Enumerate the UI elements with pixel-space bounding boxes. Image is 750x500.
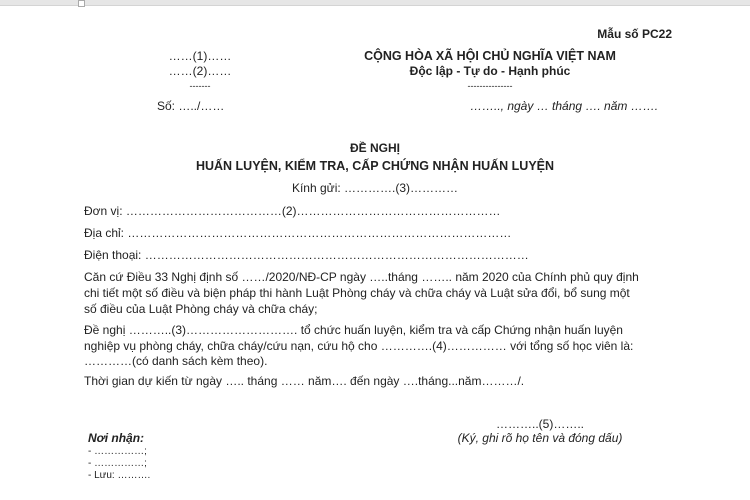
address-field: Địa chỉ: …………………………………………………………………………………… — [84, 226, 512, 240]
document-subtitle: HUẤN LUYỆN, KIỂM TRA, CẤP CHỨNG NHẬN HUẤN LUYỆN — [195, 159, 555, 173]
time-line: Thời gian dự kiến từ ngày ….. tháng …… năm…. đến ngày ….tháng...năm………/. — [84, 374, 525, 388]
signature-note: (Ký, ghi rõ họ tên và đóng dấu) — [457, 431, 623, 445]
national-title: CỘNG HÒA XÃ HỘI CHỦ NGHĨA VIỆT NAM — [364, 49, 616, 63]
form-code: Mẫu số PC22 — [597, 27, 672, 41]
recipient-line: Kính gửi: ………….(3)………… — [291, 181, 459, 195]
request-line: nghiệp vụ phòng cháy, chữa cháy/cứu nạn, cứu hộ cho ………….(4)…………… với tổng số học viên là: — [84, 339, 634, 353]
agency-line-1: ……(1)…… — [168, 49, 232, 63]
document-number: Số: …../…… — [157, 99, 225, 113]
basis-line: chi tiết một số điều và biện pháp thi hành Luật Phòng cháy và chữa cháy và Luật sửa đổi, bổ sung một — [84, 286, 630, 300]
phone-field: Điện thoại: …………………………………………………………………………………… — [84, 248, 529, 262]
agency-line-2: ……(2)…… — [168, 64, 232, 78]
basis-line: số điều của Luật Phòng cháy và chữa cháy; — [84, 302, 318, 316]
document-date: …….., ngày … tháng …. năm ……. — [470, 99, 659, 113]
recipient-item: - ……………; — [88, 446, 147, 457]
recipient-item: - Lưu: ………. — [88, 470, 151, 481]
recipients-title: Nơi nhận: — [88, 431, 145, 445]
national-motto: Độc lập - Tự do - Hạnh phúc — [409, 64, 571, 78]
document-title: ĐỀ NGHỊ — [349, 141, 400, 155]
basis-line: Căn cứ Điều 33 Nghị định số ……/2020/NĐ-CP ngày …..tháng …….. năm 2020 của Chính phủ quy định — [84, 270, 639, 284]
request-line: …………(có danh sách kèm theo). — [84, 354, 268, 368]
right-divider: --------------- — [467, 81, 513, 91]
unit-field: Đơn vị: …………………………………(2)…………………………………………… — [84, 204, 501, 218]
top-toolbar-strip — [0, 0, 750, 6]
signature-placeholder: ………..(5)…….. — [495, 417, 584, 431]
request-line: Đề nghị ………..(3)………………………. tổ chức huấn luyện, kiểm tra và cấp Chứng nhận huấn luyện — [84, 323, 623, 337]
checkbox-icon — [78, 0, 85, 7]
recipient-item: - ……………; — [88, 458, 147, 469]
left-divider: ------- — [189, 81, 211, 91]
